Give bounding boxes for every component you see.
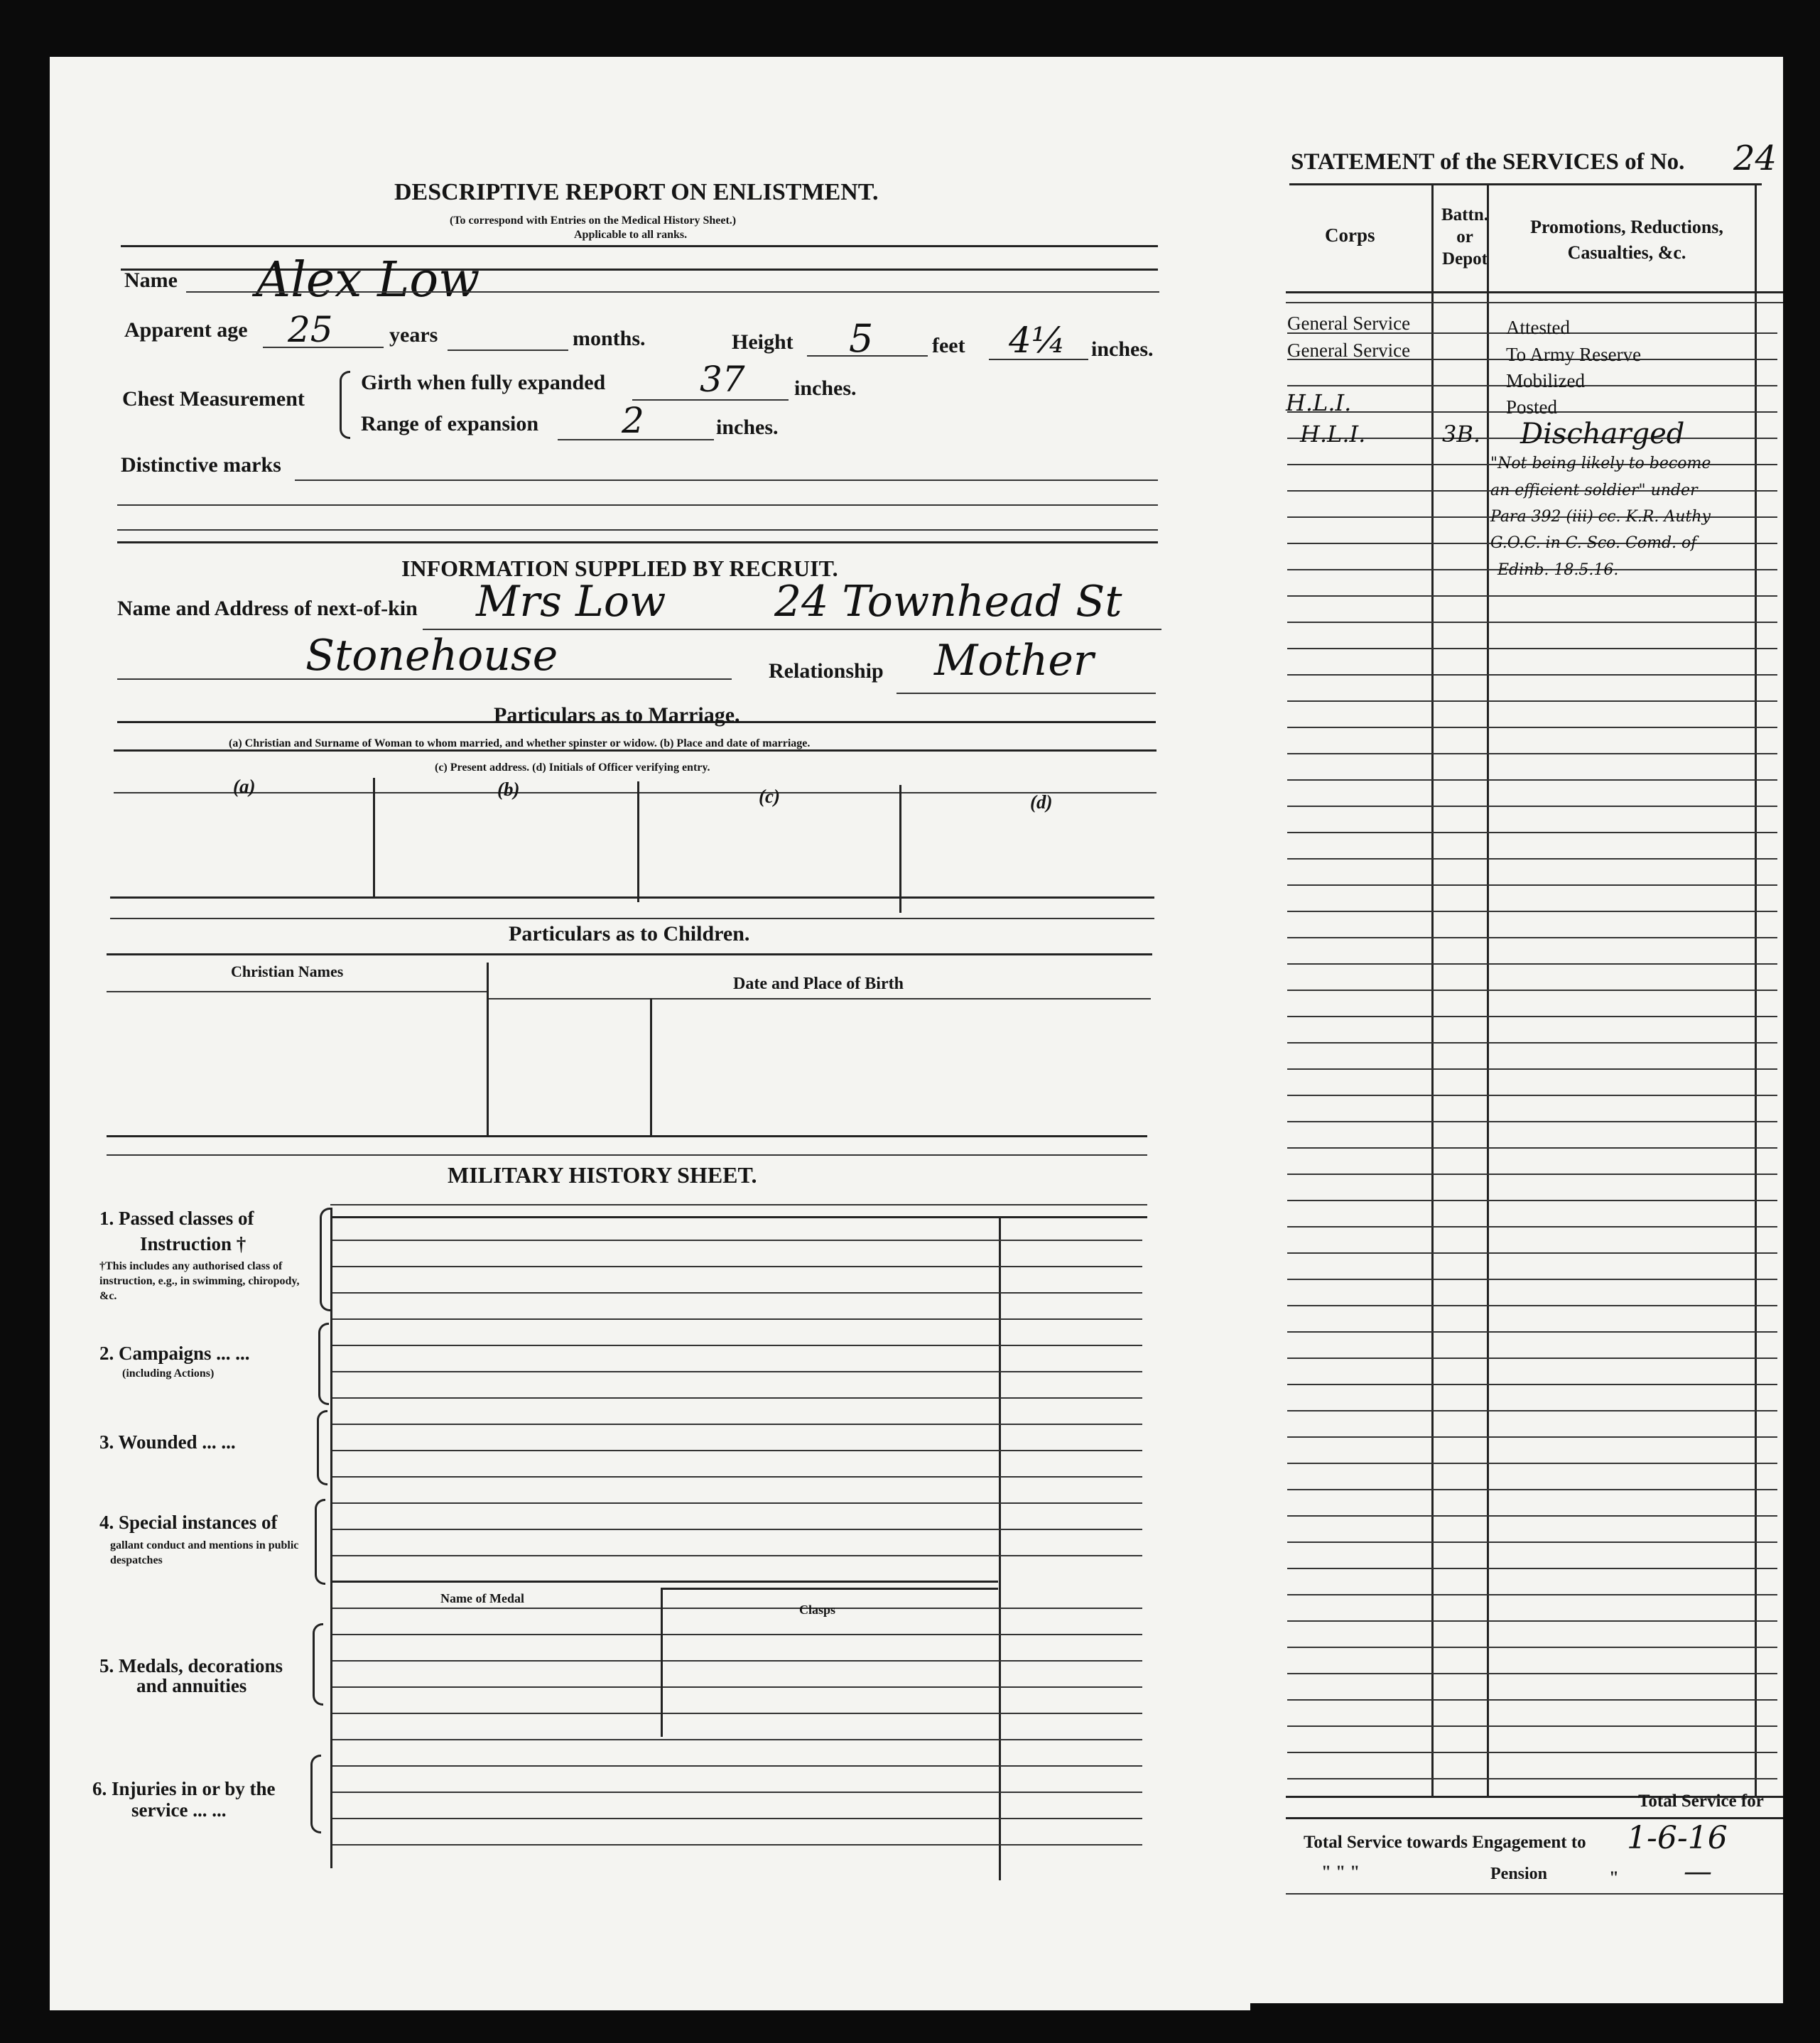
mh-brace <box>320 1208 330 1311</box>
girth-line <box>632 399 789 401</box>
divider <box>121 245 1158 247</box>
mh-left-border <box>330 1208 332 1868</box>
medal-table-top <box>330 1581 998 1583</box>
services-ruled-line <box>1287 806 1777 807</box>
discharge-note-1: "Not being likely to become <box>1490 455 1711 472</box>
mh-ruled-line <box>332 1266 1142 1267</box>
mh-instruction: Instruction † <box>140 1233 247 1254</box>
mh-brace <box>318 1323 329 1405</box>
mh-ruled-line <box>332 1292 1142 1294</box>
pension-prefix: " " " <box>1321 1863 1360 1882</box>
row-5-entry: Discharged <box>1520 418 1685 450</box>
services-ruled-line <box>1287 1778 1777 1779</box>
report-subtitle-1: (To correspond with Entries on the Medical History Sheet.) <box>450 215 737 227</box>
mh-ruled-line <box>332 1476 1142 1478</box>
mh-service: service ... ... <box>131 1799 227 1821</box>
children-col-divider <box>650 998 652 1137</box>
services-ruled-line <box>1287 1016 1777 1017</box>
mh-instruction-note: †This includes any authorised class of instruction, e.g., in swimming, chiropody, &c. <box>99 1260 300 1302</box>
mh-brace <box>315 1499 325 1585</box>
discharge-note-3: Para 392 (iii) cc. K.R. Authy <box>1490 508 1711 526</box>
mh-ruled-line <box>332 1450 1142 1451</box>
mh-medals: 5. Medals, decorations <box>99 1655 283 1676</box>
mh-ruled-line <box>332 1660 1142 1662</box>
totals-rule <box>1286 1893 1783 1895</box>
mh-ruled-line <box>332 1318 1142 1320</box>
services-ruled-line <box>1287 832 1777 833</box>
range-value: 2 <box>622 400 644 441</box>
medal-table-top <box>661 1588 998 1590</box>
marriage-col-divider <box>637 781 639 902</box>
services-ruled-line <box>1287 1095 1777 1096</box>
years-label: years <box>389 323 438 347</box>
mh-top-line <box>330 1216 1147 1218</box>
mh-brace <box>317 1410 327 1485</box>
marriage-col-a: (a) <box>233 776 256 797</box>
marriage-col-d: (d) <box>1030 791 1053 813</box>
mh-brace <box>313 1623 323 1706</box>
name-label: Name <box>124 269 178 292</box>
services-ruled-line <box>1287 1647 1777 1648</box>
col-header-promotions: Promotions, Reductions, Casualties, &c. <box>1530 217 1723 263</box>
mh-top-line <box>330 1204 1147 1205</box>
distinctive-marks-label: Distinctive marks <box>121 453 281 477</box>
children-heading: Particulars as to Children. <box>509 922 750 945</box>
mh-ruled-line <box>332 1765 1142 1767</box>
mh-ruled-line <box>332 1686 1142 1688</box>
kin-address-1: 24 Townhead St <box>774 577 1122 627</box>
feet-label: feet <box>932 334 965 357</box>
col-header-battn: Battn. or Depot <box>1441 205 1488 269</box>
chest-label: Chest Measurement <box>122 387 305 411</box>
services-ruled-line <box>1287 1226 1777 1228</box>
mh-ruled-line <box>332 1555 1142 1556</box>
months-label: months. <box>573 327 646 350</box>
services-ruled-line <box>1287 1279 1777 1280</box>
services-ruled-line <box>1287 674 1777 676</box>
services-ruled-line <box>1287 990 1777 991</box>
statement-heading: STATEMENT of the SERVICES of No. <box>1291 149 1685 175</box>
marriage-note-1: (a) Christian and Surname of Woman to whom married, and whether spinster or widow. (b) Place and date of marriage. <box>229 737 811 749</box>
totals-rule <box>1286 1817 1783 1819</box>
services-ruled-line <box>1287 1436 1777 1438</box>
girth-value: 37 <box>700 359 745 400</box>
total-engagement-label: Total Service towards Engagement to <box>1304 1833 1586 1852</box>
name-value: Alex Low <box>256 252 480 308</box>
medal-col-divider <box>661 1588 663 1737</box>
mh-ruled-line <box>332 1844 1142 1846</box>
row-4-entry: Posted <box>1506 396 1558 418</box>
girth-label: Girth when fully expanded <box>361 371 606 394</box>
mh-right-column <box>999 1216 1001 1880</box>
marriage-col-c: (c) <box>759 786 780 807</box>
height-label: Height <box>732 330 793 354</box>
services-ruled-line <box>1287 1147 1777 1149</box>
mh-campaigns: 2. Campaigns ... ... <box>99 1343 250 1364</box>
relationship-line <box>897 693 1156 694</box>
discharge-note-5: Edinb. 18.5.16. <box>1497 561 1619 579</box>
mh-ruled-line <box>332 1397 1142 1399</box>
mh-ruled-line <box>332 1739 1142 1740</box>
inches-line <box>989 359 1088 360</box>
distinctive-line-2 <box>117 504 1158 506</box>
services-ruled-line <box>1287 1358 1777 1359</box>
services-ruled-line <box>1287 1594 1777 1595</box>
mh-annuities: and annuities <box>136 1675 247 1696</box>
row-2-entry: To Army Reserve <box>1506 344 1642 365</box>
services-ruled-line <box>1287 1699 1777 1701</box>
name-line <box>186 291 1159 293</box>
total-service-label: Total Service for <box>1638 1792 1764 1811</box>
row-5-battn: 3B. <box>1442 421 1481 448</box>
report-title: DESCRIPTIVE REPORT ON ENLISTMENT. <box>394 179 879 205</box>
services-ruled-line <box>1287 595 1777 597</box>
services-ruled-line <box>1287 727 1777 728</box>
services-ruled-line <box>1287 753 1777 754</box>
services-ruled-line <box>1287 1331 1777 1333</box>
report-subtitle-2: Applicable to all ranks. <box>574 229 688 241</box>
christian-names-header: Christian Names <box>231 963 344 980</box>
range-line <box>558 439 714 440</box>
mh-passed-classes: 1. Passed classes of <box>99 1208 254 1229</box>
kin-name: Mrs Low <box>476 577 666 627</box>
col-header-corps: Corps <box>1325 224 1375 246</box>
services-ruled-line <box>1287 1620 1777 1622</box>
kin-label: Name and Address of next-of-kin <box>117 597 418 620</box>
children-header-line <box>107 991 487 992</box>
mh-ruled-line <box>332 1240 1142 1241</box>
services-ruled-line <box>1287 1673 1777 1674</box>
header-bottom <box>1286 302 1783 303</box>
kin-address-2: Stonehouse <box>305 631 558 681</box>
statement-rule <box>1289 183 1762 185</box>
mh-ruled-line <box>332 1713 1142 1714</box>
clasps-header: Clasps <box>799 1603 836 1617</box>
services-ruled-line <box>1287 1305 1777 1306</box>
service-number: 24 <box>1733 139 1777 178</box>
mh-ruled-line <box>332 1345 1142 1346</box>
mh-ruled-line <box>332 1818 1142 1819</box>
pension-label: Pension <box>1490 1865 1548 1883</box>
kin-line-1 <box>423 629 1161 630</box>
mh-ruled-line <box>332 1792 1142 1793</box>
pension-quote: " <box>1609 1868 1619 1887</box>
mh-special-note: gallant conduct and mentions in public despatches <box>110 1539 299 1566</box>
row-5-corps: H.L.I. <box>1300 421 1366 448</box>
mh-ruled-line <box>332 1634 1142 1635</box>
name-of-medal-header: Name of Medal <box>440 1591 524 1605</box>
services-ruled-line <box>1287 1121 1777 1122</box>
mh-brace <box>310 1755 321 1833</box>
services-ruled-line <box>1287 700 1777 702</box>
row-4-corps: H.L.I. <box>1286 389 1352 416</box>
discharge-note-2: an efficient soldier" under <box>1490 482 1698 499</box>
age-value: 25 <box>288 309 333 350</box>
services-ruled-line <box>1287 858 1777 860</box>
header-bottom <box>1286 291 1783 293</box>
total-engagement-value: 1-6-16 <box>1627 1820 1728 1856</box>
services-ruled-line <box>1287 937 1777 938</box>
marriage-col-divider <box>373 778 375 899</box>
services-ruled-line <box>1287 1489 1777 1490</box>
divider <box>117 541 1158 543</box>
services-ruled-line <box>1287 1463 1777 1464</box>
row-3-entry: Mobilized <box>1506 370 1585 391</box>
services-ruled-line <box>1287 884 1777 886</box>
services-ruled-line <box>1287 622 1777 623</box>
girth-inches-label: inches. <box>794 376 857 400</box>
marriage-heading: Particulars as to Marriage. <box>494 703 740 727</box>
mh-wounded: 3. Wounded ... ... <box>99 1431 236 1453</box>
children-table-top <box>107 953 1152 955</box>
children-header-line <box>487 998 1151 999</box>
relationship-value: Mother <box>934 636 1094 685</box>
mh-ruled-line <box>332 1502 1142 1504</box>
services-ruled-line <box>1287 1725 1777 1727</box>
row-1-entry: Attested <box>1506 317 1570 338</box>
services-ruled-line <box>1287 1410 1777 1411</box>
services-ruled-line <box>1287 648 1777 649</box>
row-2-corps: General Service <box>1287 340 1411 361</box>
children-col-divider <box>487 963 489 1137</box>
kin-line-2 <box>117 678 732 680</box>
feet-line <box>807 355 928 357</box>
services-ruled-line <box>1287 911 1777 912</box>
range-label: Range of expansion <box>361 412 539 435</box>
services-ruled-line <box>1287 1568 1777 1569</box>
divider <box>107 1154 1147 1156</box>
marriage-table-bottom <box>110 896 1154 899</box>
info-heading: INFORMATION SUPPLIED BY RECRUIT. <box>401 556 838 581</box>
height-inches-value: 4¼ <box>1009 320 1066 361</box>
distinctive-line-3 <box>117 529 1158 531</box>
military-history-heading: MILITARY HISTORY SHEET. <box>448 1162 757 1188</box>
services-ruled-line <box>1287 1752 1777 1753</box>
divider <box>110 918 1154 919</box>
date-place-birth-header: Date and Place of Birth <box>733 975 904 993</box>
marriage-col-b: (b) <box>497 779 520 800</box>
services-ruled-line <box>1287 1200 1777 1201</box>
mh-ruled-line <box>332 1424 1142 1425</box>
mh-ruled-line <box>332 1371 1142 1372</box>
relationship-label: Relationship <box>769 659 884 683</box>
mh-ruled-line <box>332 1529 1142 1530</box>
pension-value: — <box>1684 1855 1712 1888</box>
mh-injuries: 6. Injuries in or by the <box>92 1778 276 1799</box>
marriage-note-2: (c) Present address. (d) Initials of Officer verifying entry. <box>435 762 710 774</box>
distinctive-line-1 <box>295 479 1158 481</box>
services-ruled-line <box>1287 1068 1777 1070</box>
services-ruled-line <box>1287 1515 1777 1517</box>
services-ruled-line <box>1287 1541 1777 1543</box>
age-line <box>263 347 384 348</box>
mh-special-instances: 4. Special instances of <box>99 1512 278 1533</box>
services-ruled-line <box>1287 1384 1777 1385</box>
services-ruled-line <box>1287 779 1777 781</box>
services-ruled-line <box>1287 1174 1777 1175</box>
row-1-corps: General Service <box>1287 313 1411 334</box>
discharge-note-4: G.O.C. in C. Sco. Comd. of <box>1490 534 1697 552</box>
services-ruled-line <box>1287 1042 1777 1044</box>
chest-brace <box>340 371 350 439</box>
inches-label: inches. <box>1091 337 1154 361</box>
height-feet-value: 5 <box>849 316 874 361</box>
age-label: Apparent age <box>124 318 248 342</box>
months-line <box>448 349 568 351</box>
range-inches-label: inches. <box>716 416 779 439</box>
mh-ruled-line <box>332 1608 1142 1609</box>
marriage-col-divider <box>899 785 901 913</box>
children-table-bottom <box>107 1135 1147 1137</box>
services-ruled-line <box>1287 1252 1777 1254</box>
marriage-table-top <box>114 792 1157 793</box>
services-ruled-line <box>1287 963 1777 965</box>
mh-campaigns-note: (including Actions) <box>122 1367 215 1380</box>
